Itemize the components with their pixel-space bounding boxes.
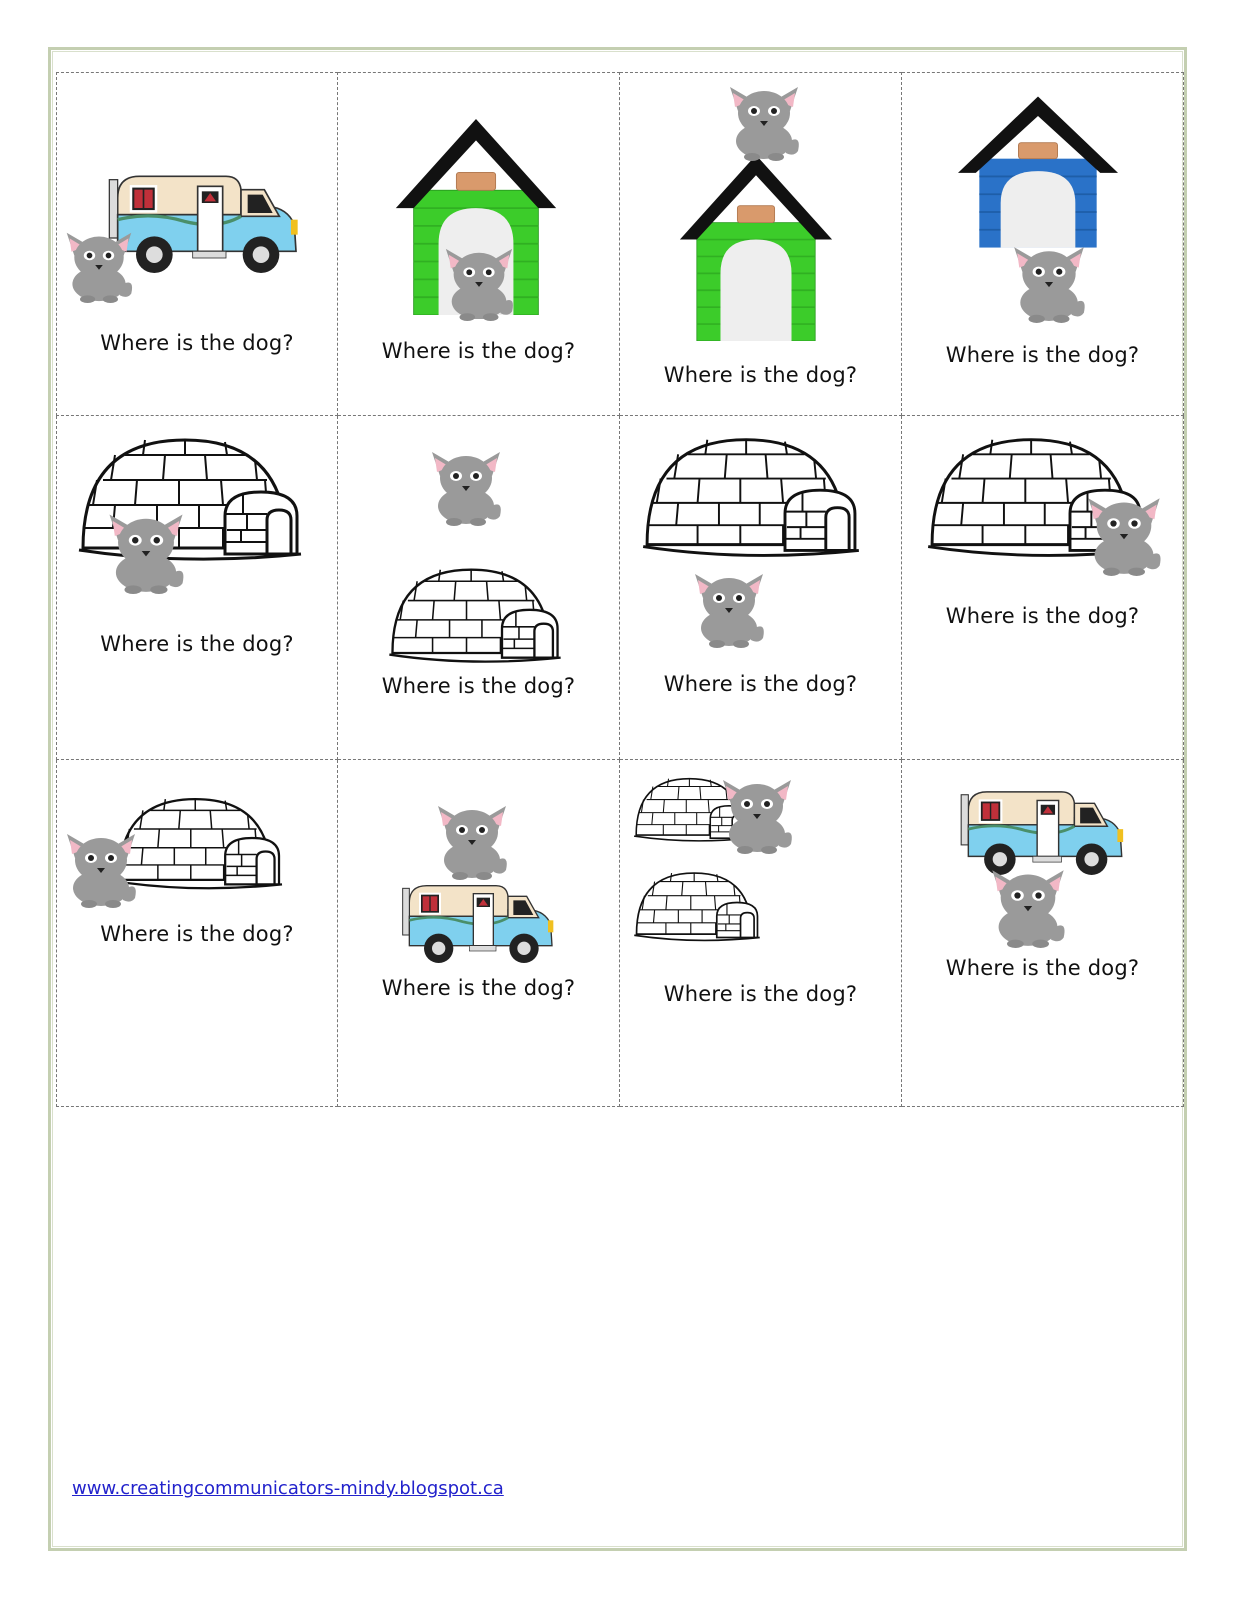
card-caption: Where is the dog? (945, 956, 1140, 980)
card-1-illustration (57, 73, 339, 420)
dog-icon (67, 233, 132, 303)
igloo-icon (389, 570, 560, 662)
dog-icon (1014, 247, 1085, 323)
card-caption: Where is the dog? (100, 922, 294, 946)
igloo-icon (634, 873, 759, 940)
dog-icon (432, 452, 501, 526)
card-4-illustration (902, 73, 1184, 420)
green-doghouse-icon (680, 155, 832, 341)
card-3 (620, 72, 902, 416)
card-grid (56, 72, 1184, 1107)
dog-icon (992, 870, 1064, 948)
dog-icon (695, 574, 764, 648)
dog-icon (438, 806, 507, 880)
card-12-illustration (902, 760, 1184, 1107)
card-12 (902, 760, 1184, 1107)
card-caption: Where is the dog? (945, 604, 1140, 628)
card-2 (338, 72, 620, 416)
card-5-illustration (57, 416, 339, 763)
card-10-illustration (338, 760, 620, 1107)
card-9 (56, 760, 338, 1107)
card-caption: Where is the dog? (381, 339, 576, 363)
card-8-illustration (902, 416, 1184, 763)
card-2-illustration (338, 73, 620, 420)
card-11 (620, 760, 902, 1107)
igloo-icon (116, 799, 282, 888)
card-10 (338, 760, 620, 1107)
igloo-icon (79, 440, 301, 559)
card-7 (620, 416, 902, 760)
dog-icon (730, 87, 799, 161)
camper-icon (961, 792, 1123, 875)
card-8 (902, 416, 1184, 760)
card-caption: Where is the dog? (381, 976, 576, 1000)
footer-website-link[interactable]: www.creatingcommunicators-mindy.blogspot.ca (72, 1478, 504, 1499)
card-caption: Where is the dog? (663, 672, 858, 696)
card-1 (56, 72, 338, 416)
camper-icon (109, 176, 297, 273)
igloo-icon (643, 440, 859, 556)
card-caption: Where is the dog? (100, 331, 294, 355)
card-caption: Where is the dog? (663, 982, 858, 1006)
card-caption: Where is the dog? (945, 343, 1140, 367)
card-caption: Where is the dog? (100, 632, 294, 656)
card-7-illustration (620, 416, 902, 763)
camper-icon (403, 886, 554, 963)
card-11-illustration (620, 760, 902, 1107)
card-5 (56, 416, 338, 760)
card-6 (338, 416, 620, 760)
card-4 (902, 72, 1184, 416)
card-caption: Where is the dog? (381, 674, 576, 698)
card-6-illustration (338, 416, 620, 763)
card-caption: Where is the dog? (663, 363, 858, 387)
blue-doghouse-icon (958, 96, 1118, 247)
